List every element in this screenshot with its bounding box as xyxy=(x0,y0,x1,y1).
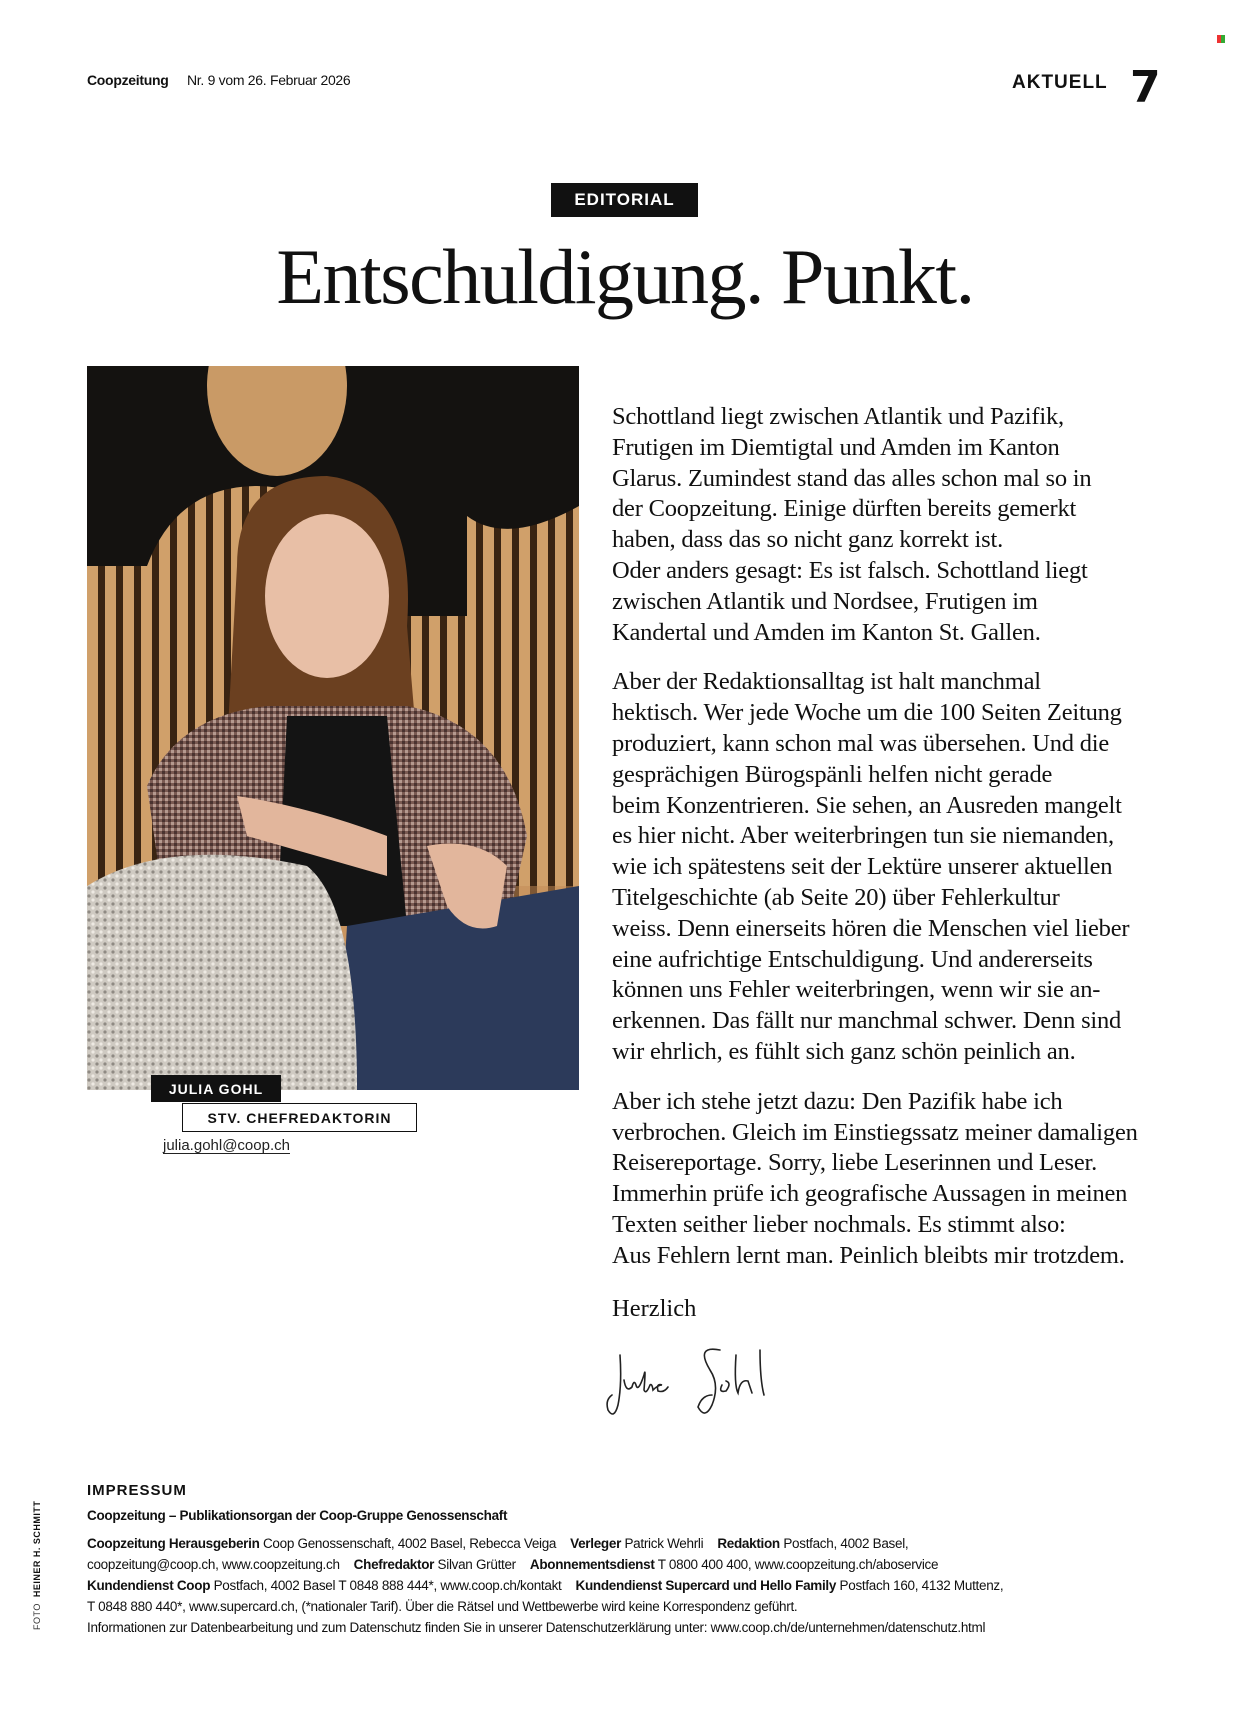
article-line: eine aufrichtige Entschuldigung. Und andererseits xyxy=(612,945,1093,973)
impressum-line xyxy=(87,1554,1003,1575)
article-line: es hier nicht. Aber weiterbringen tun sie niemanden, xyxy=(612,822,1114,850)
article-line: wir ehrlich, es fühlt sich ganz schön peinlich an. xyxy=(612,1037,1076,1065)
impressum-line xyxy=(87,1533,1003,1554)
impressum-text: Postfach, 4002 Basel, xyxy=(779,1536,909,1551)
article-line: wie ich spätestens seit der Lektüre unserer aktuellen xyxy=(612,853,1113,881)
impressum-heading: IMPRESSUM xyxy=(87,1482,187,1499)
article-line: Aber der Redaktionsalltag ist halt manchmal xyxy=(612,668,1041,696)
impressum-text: Patrick Wehrli xyxy=(621,1536,704,1551)
author-name-label: JULIA GOHL xyxy=(151,1075,281,1102)
article-line: erkennen. Das fällt nur manchmal schwer. Denn sind xyxy=(612,1007,1122,1035)
impressum-subtitle: Coopzeitung – Publikationsorgan der Coop-Gruppe Genossenschaft xyxy=(87,1508,508,1523)
impressum-text: coopzeitung@coop.ch, www.coopzeitung.ch xyxy=(87,1557,340,1572)
article-line: weiss. Denn einerseits hören die Menschen viel lieber xyxy=(612,914,1130,942)
impressum-text: Coop Genossenschaft, 4002 Basel, Rebecca Veiga xyxy=(259,1536,557,1551)
article-body xyxy=(612,402,1172,1291)
impressum-line xyxy=(87,1575,1003,1596)
impressum-label: Chefredaktor xyxy=(353,1557,435,1572)
article-line: Glarus. Zumindest stand das alles schon mal so in xyxy=(612,464,1092,492)
article-line: Kandertal und Amden im Kanton St. Gallen. xyxy=(612,618,1041,646)
article-line: gesprächigen Bürogspänli helfen nicht gerade xyxy=(612,760,1053,788)
impressum-label: Verleger xyxy=(570,1536,622,1551)
article-paragraph xyxy=(612,402,1172,648)
impressum-text: Postfach 160, 4132 Muttenz, xyxy=(836,1578,1004,1593)
impressum-label: Kundendienst Supercard und Hello Family xyxy=(575,1578,837,1593)
impressum-text: Silvan Grütter xyxy=(434,1557,516,1572)
impressum-line: Informationen zur Datenbearbeitung und zum Datenschutz finden Sie in unserer Datenschutzerklärung unter: www.coop.ch/de/unternehmen/datenschutz.html xyxy=(87,1620,986,1635)
article-line: der Coopzeitung. Einige dürften bereits gemerkt xyxy=(612,495,1077,523)
impressum-line: T 0848 880 440*, www.supercard.ch, (*nationaler Tarif). Über die Rätsel und Wettbewerbe wird keine Korrespondenz geführt. xyxy=(87,1599,798,1614)
article-line: Immerhin prüfe ich geografische Aussagen in meinen xyxy=(612,1180,1128,1208)
article-line: Texten seither lieber nochmals. Es stimmt also: xyxy=(612,1210,1066,1238)
article-line: hektisch. Wer jede Woche um die 100 Seiten Zeitung xyxy=(612,699,1122,727)
editorial-badge: EDITORIAL xyxy=(551,183,698,217)
impressum-label: Kundendienst Coop xyxy=(87,1578,211,1593)
article-paragraph xyxy=(612,1087,1172,1272)
article-line: produziert, kann schon mal was übersehen. Und die xyxy=(612,729,1110,757)
page-number: 7 xyxy=(1130,62,1161,113)
photo-credit xyxy=(32,1501,42,1630)
article-line: haben, dass das so nicht ganz korrekt ist. xyxy=(612,526,1003,554)
article-line: verbrochen. Gleich im Einstiegssatz meiner damaligen xyxy=(612,1118,1138,1146)
photo-credit-label: FOTO xyxy=(32,1603,42,1630)
article-line: Frutigen im Diemtigtal und Amden im Kanton xyxy=(612,433,1060,461)
impressum-label: Redaktion xyxy=(717,1536,780,1551)
article-title: Entschuldigung. Punkt. xyxy=(276,233,974,320)
issue-date: Nr. 9 vom 26. Februar 2026 xyxy=(187,72,351,88)
author-photo xyxy=(87,366,579,1090)
article-line: Aus Fehlern lernt man. Peinlich bleibts mir trotzdem. xyxy=(612,1241,1125,1269)
article-line: Schottland liegt zwischen Atlantik und Pazifik, xyxy=(612,403,1064,430)
photo-credit-name: HEINER H. SCHMITT xyxy=(32,1500,42,1598)
article-line: Oder anders gesagt: Es ist falsch. Schottland liegt xyxy=(612,556,1088,584)
article-line: Reisereportage. Sorry, liebe Leserinnen und Leser. xyxy=(612,1149,1098,1177)
handwritten-signature xyxy=(600,1335,800,1425)
article-line: Aber ich stehe jetzt dazu: Den Pazifik habe ich xyxy=(612,1087,1063,1115)
article-line: Titelgeschichte (ab Seite 20) über Fehlerkultur xyxy=(612,883,1060,911)
closing-greeting: Herzlich xyxy=(612,1295,697,1322)
impressum-text: Postfach, 4002 Basel T 0848 888 444*, www.coop.ch/kontakt xyxy=(210,1578,562,1593)
impressum-text: T 0800 400 400, www.coopzeitung.ch/aboservice xyxy=(654,1557,939,1572)
article-line: zwischen Atlantik und Nordsee, Frutigen im xyxy=(612,587,1038,615)
publication-name: Coopzeitung xyxy=(87,72,169,88)
impressum-body xyxy=(87,1533,1003,1638)
author-email-link[interactable]: julia.gohl@coop.ch xyxy=(163,1137,290,1154)
author-role-label: STV. CHEFREDAKTORIN xyxy=(182,1103,417,1132)
color-registration-mark xyxy=(1217,35,1225,43)
section-label: AKTUELL xyxy=(1012,72,1108,93)
article-line: können uns Fehler weiterbringen, wenn wir sie an- xyxy=(612,976,1101,1004)
article-paragraph xyxy=(612,667,1172,1067)
impressum-label: Coopzeitung Herausgeberin xyxy=(87,1536,260,1551)
impressum-label: Abonnementsdienst xyxy=(529,1557,655,1572)
article-line: beim Konzentrieren. Sie sehen, an Ausreden mangelt xyxy=(612,791,1122,819)
